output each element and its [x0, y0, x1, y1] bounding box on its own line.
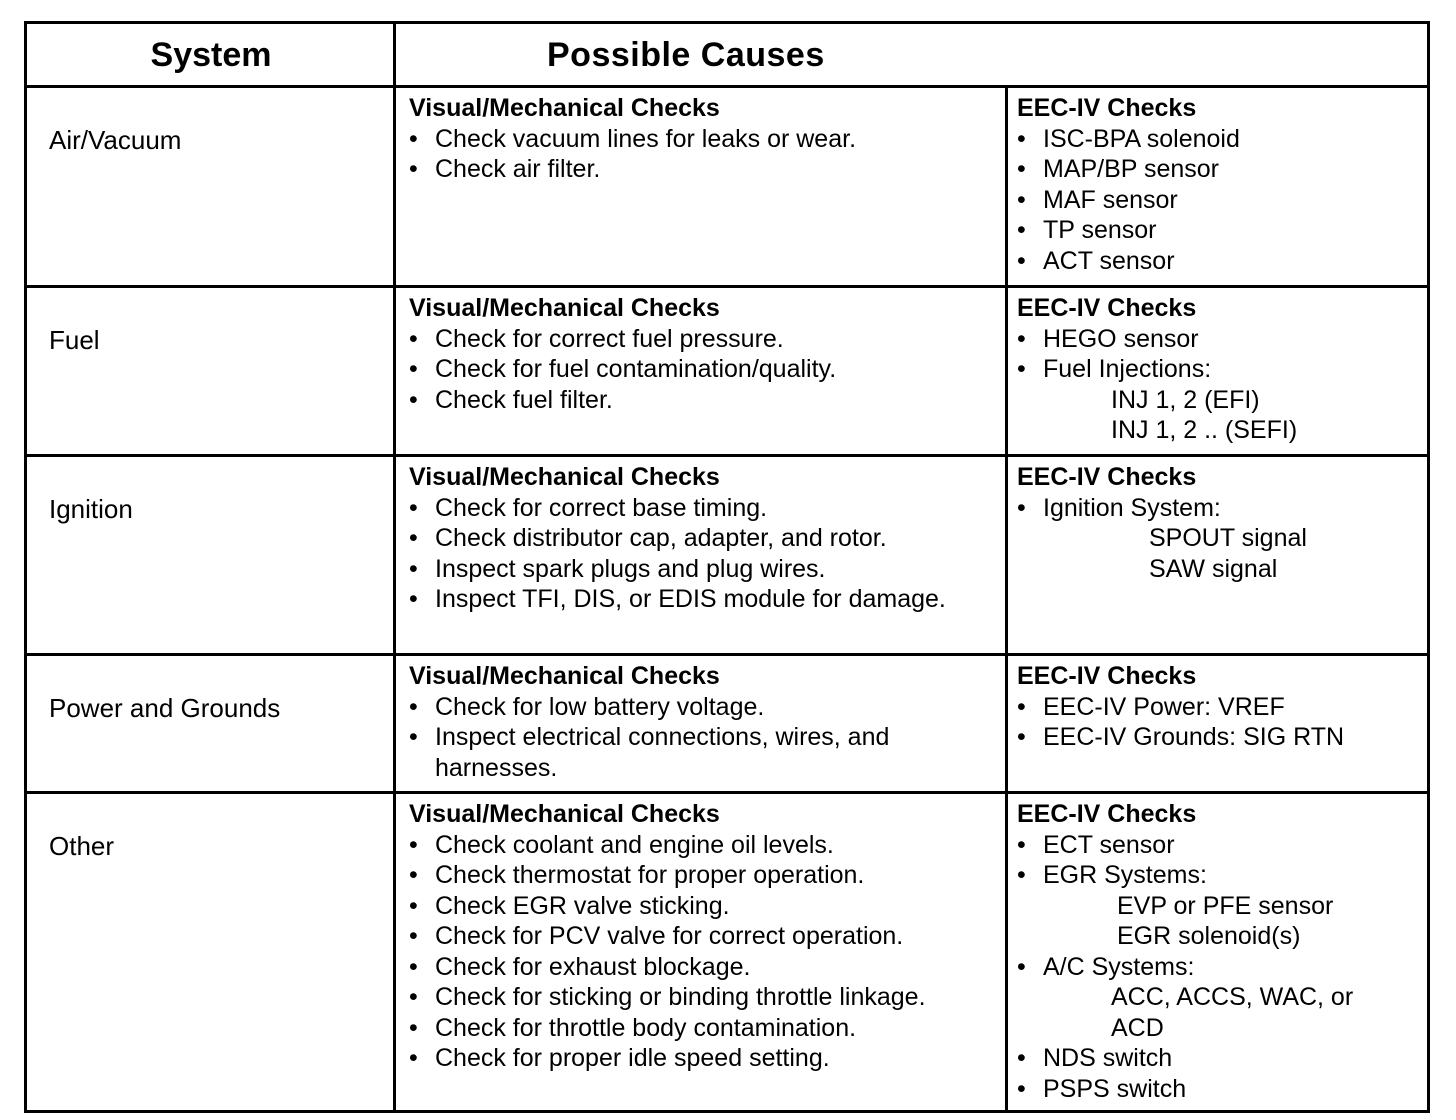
eec-sub-item: ACC, ACCS, WAC, or [1111, 983, 1354, 1011]
eec-check-item: • Ignition System: [1017, 493, 1417, 524]
eec-check-item: • PSPS switch [1017, 1074, 1417, 1105]
visual-check-item: • Check for sticking or binding throttle linkage. [409, 982, 955, 1013]
eec-check-item: • EEC-IV Power: VREF [1017, 692, 1417, 723]
visual-checks-title: Visual/Mechanical Checks [409, 662, 720, 690]
eec-sub-item: SPOUT signal [1149, 524, 1307, 552]
visual-check-item: • Check for low battery voltage. [409, 692, 1009, 723]
eec-check-item: • TP sensor [1017, 215, 1417, 246]
visual-check-item: • Check thermostat for proper operation. [409, 860, 1009, 891]
eec-checks-cell [1017, 93, 1417, 276]
visual-check-item: • Check for correct fuel pressure. [409, 324, 1009, 355]
visual-checks-cell [409, 799, 1009, 1074]
eec-check-item: • HEGO sensor [1017, 324, 1417, 355]
eec-check-item: • EGR Systems: [1017, 860, 1417, 891]
visual-check-item: • Check for correct base timing. [409, 493, 1009, 524]
eec-checks-title: EEC-IV Checks [1017, 662, 1197, 690]
visual-check-item: • Inspect electrical connections, wires, and harnesses. [409, 722, 1010, 783]
table-row-ignition [27, 457, 1427, 656]
system-name: Other [49, 831, 115, 861]
visual-check-item: • Check coolant and engine oil levels. [409, 830, 1009, 861]
eec-check-item: • MAP/BP sensor [1017, 154, 1417, 185]
table-row-other [27, 794, 1427, 1110]
visual-checks-title: Visual/Mechanical Checks [409, 294, 720, 322]
table-row-air-vacuum [27, 88, 1427, 288]
eec-check-item: • Fuel Injections: [1017, 354, 1417, 385]
visual-check-item: • Check fuel filter. [409, 385, 1009, 416]
table-row-power-grounds [27, 656, 1427, 794]
eec-checks-cell [1017, 293, 1417, 446]
eec-sub-item: SAW signal [1149, 554, 1278, 583]
eec-checks-title: EEC-IV Checks [1017, 294, 1197, 322]
visual-check-item: • Inspect TFI, DIS, or EDIS module for damage. [409, 584, 955, 615]
eec-sub-item: INJ 1, 2 .. (SEFI) [1111, 416, 1298, 444]
system-name: Air/Vacuum [49, 125, 182, 155]
eec-check-item: • ACT sensor [1017, 246, 1417, 277]
eec-check-item: • EEC-IV Grounds: SIG RTN [1017, 722, 1417, 753]
visual-check-item: • Check for PCV valve for correct operation. [409, 921, 1009, 952]
system-name: Fuel [49, 325, 100, 355]
visual-checks-title: Visual/Mechanical Checks [409, 94, 720, 122]
visual-check-item: • Check for exhaust blockage. [409, 952, 1009, 983]
visual-check-item: • Check air filter. [409, 154, 1009, 185]
column-divider [393, 24, 396, 85]
eec-check-item: • A/C Systems: [1017, 952, 1417, 983]
visual-checks-cell [409, 661, 1009, 783]
visual-check-item: • Check for fuel contamination/quality. [409, 354, 1009, 385]
column-divider [393, 656, 396, 791]
eec-sub-item: EGR solenoid(s) [1117, 922, 1301, 950]
eec-check-item: • MAF sensor [1017, 185, 1417, 216]
troubleshooting-table [24, 21, 1430, 1113]
header-system: System [150, 35, 272, 74]
header-possible-causes: Possible Causes [547, 35, 825, 74]
visual-checks-title: Visual/Mechanical Checks [409, 800, 720, 828]
eec-checks-cell [1017, 799, 1417, 1104]
eec-sub-item: INJ 1, 2 (EFI) [1111, 385, 1260, 414]
table-row-fuel [27, 288, 1427, 457]
visual-checks-cell [409, 293, 1009, 415]
visual-checks-cell [409, 462, 1009, 615]
eec-checks-cell [1017, 462, 1417, 584]
eec-check-item: • ECT sensor [1017, 830, 1417, 861]
eec-check-item: • ISC-BPA solenoid [1017, 124, 1417, 155]
eec-sub-item: EVP or PFE sensor [1117, 891, 1334, 920]
eec-checks-cell [1017, 661, 1417, 753]
visual-check-item: • Check for throttle body contamination. [409, 1013, 1009, 1044]
visual-check-item: • Inspect spark plugs and plug wires. [409, 554, 1009, 585]
eec-checks-title: EEC-IV Checks [1017, 800, 1197, 828]
visual-check-item: • Check EGR valve sticking. [409, 891, 1009, 922]
system-name: Ignition [49, 494, 133, 524]
eec-sub-item: ACD [1111, 1013, 1164, 1042]
visual-check-item: • Check for proper idle speed setting. [409, 1043, 1009, 1074]
column-divider [393, 288, 396, 454]
eec-checks-title: EEC-IV Checks [1017, 94, 1197, 122]
eec-checks-title: EEC-IV Checks [1017, 463, 1197, 491]
column-divider [393, 794, 396, 1110]
visual-check-item: • Check distributor cap, adapter, and rotor. [409, 523, 1009, 554]
visual-check-item: • Check vacuum lines for leaks or wear. [409, 124, 1009, 155]
eec-check-item: • NDS switch [1017, 1043, 1417, 1074]
column-divider [393, 88, 396, 285]
column-divider [393, 457, 396, 653]
visual-checks-cell [409, 93, 1009, 185]
system-name: Power and Grounds [49, 693, 281, 723]
header-row [27, 24, 1427, 88]
visual-checks-title: Visual/Mechanical Checks [409, 463, 720, 491]
